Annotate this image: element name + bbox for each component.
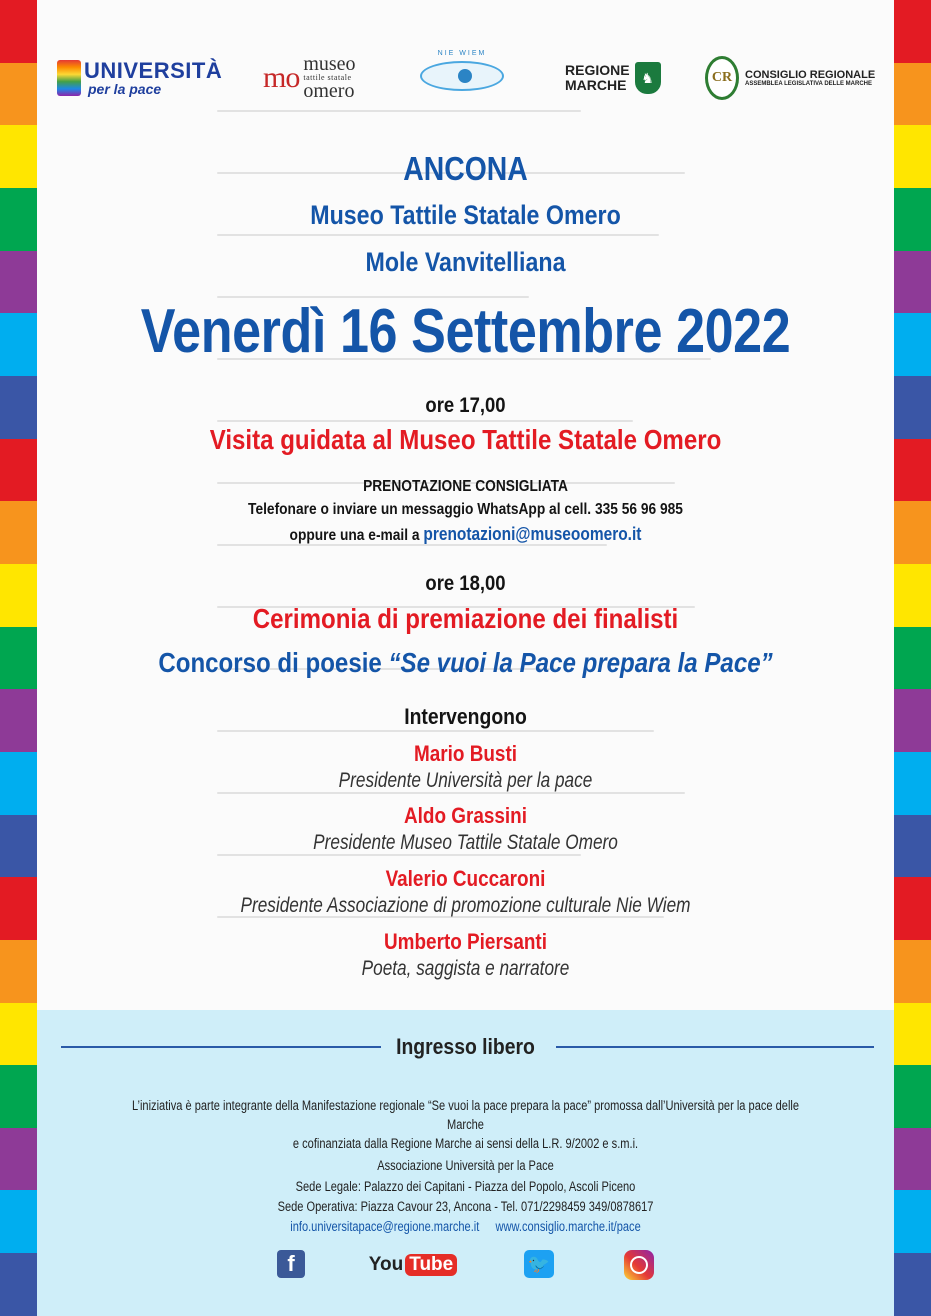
rainbow-segment [894,1253,931,1316]
city-title: ANCONA [403,150,528,187]
rainbow-segment [0,63,37,126]
rainbow-segment [0,125,37,188]
free-entry: Ingresso libero [396,1034,535,1059]
rainbow-segment [894,501,931,564]
rainbow-segment [894,1065,931,1128]
rainbow-segment [0,564,37,627]
seal-icon: CR [705,56,739,100]
museo-omero-logo [263,50,356,106]
universita-per-la-pace-logo [57,50,222,106]
contest-title: “Se vuoi la Pace prepara la Pace” [388,647,773,678]
rainbow-segment [894,627,931,690]
rainbow-segment [894,877,931,940]
regione-marche-logo [565,50,661,106]
regione-logo-line1: REGIONE [565,62,630,79]
rainbow-u-icon [57,60,81,96]
rainbow-segment [0,251,37,314]
initiative-note: L’iniziativa è parte integrante della Manifestazione regionale “Se vuoi la pace prepara la pace” promossa dall’Università per la pace delle Marche e cofinanziata dalla Regione Marche ai sensi della L.R. 9/2002 e s.m.i. [131,1098,800,1151]
speaker-name: Aldo Grassini [403,803,528,828]
rainbow-segment [894,815,931,878]
legal-seat: Sede Legale: Palazzo dei Capitani - Piazza del Popolo, Ascoli Piceno [295,1179,636,1194]
rainbow-segment [894,689,931,752]
rainbow-segment [894,439,931,502]
logo-bar [37,50,894,110]
rainbow-segment [0,439,37,502]
rainbow-segment [894,940,931,1003]
divider [556,1046,874,1048]
contest-prefix: Concorso di poesie [158,647,389,678]
facebook-icon[interactable]: f [277,1250,305,1278]
rainbow-segment [894,1128,931,1191]
regione-logo-line2: MARCHE [565,77,627,93]
rainbow-segment [0,877,37,940]
speaker-name: Mario Busti [413,741,518,766]
operative-seat: Sede Operativa: Piazza Cavour 23, Ancona - Tel. 071/2298459 349/0878617 [277,1199,654,1214]
email-link[interactable]: info.universitapace@regione.marche.it [290,1219,480,1234]
consiglio-logo-line2: ASSEMBLEA LEGISLATIVA DELLE MARCHE [745,80,873,87]
booking-email-link[interactable]: prenotazioni@museoomero.it [423,524,642,544]
rainbow-segment [0,689,37,752]
contact-links [114,1219,817,1234]
speaker-name: Umberto Piersanti [384,929,547,954]
session2-time: ore 18,00 [425,572,506,595]
speaker-role: Presidente Museo Tattile Statale Omero [313,831,618,854]
handwritten-manuscript-background [217,110,737,990]
universita-logo-line1: UNIVERSITÀ [84,58,223,83]
rainbow-segment [894,752,931,815]
speakers-heading: Intervengono [404,704,527,729]
youtube-icon[interactable]: You Tube [377,1250,449,1280]
museo-logo-line1: museo [303,53,356,76]
universita-logo-line2: per la pace [88,81,162,97]
museo-logo-line2: tattile statale [303,73,352,83]
speaker-role: Presidente Associazione di promozione culturale Nie Wiem [240,894,691,917]
rainbow-segment [894,188,931,251]
contest-title-line [97,647,834,679]
rainbow-segment [0,627,37,690]
rainbow-segment [0,376,37,439]
rainbow-segment [0,501,37,564]
venue-mole: Mole Vanvitelliana [365,247,566,277]
booking-email-line [97,524,834,545]
rainbow-segment [0,1128,37,1191]
rainbow-segment [0,940,37,1003]
rainbow-segment [0,1003,37,1066]
association-name: Associazione Università per la Pace [377,1158,554,1173]
rainbow-border-right [894,0,931,1316]
session2-title: Cerimonia di premiazione dei finalisti [252,603,679,634]
shield-icon: ♞ [635,62,661,94]
rainbow-segment [0,313,37,376]
speaker-name: Valerio Cuccaroni [385,866,546,891]
nie-wiem-logo [420,50,504,106]
rainbow-segment [894,1190,931,1253]
museo-logo-line3: omero [303,79,355,102]
session1-title: Visita guidata al Museo Tattile Statale Omero [209,424,722,455]
mo-mark: mo [263,61,300,94]
rainbow-segment [894,125,931,188]
rainbow-segment [894,564,931,627]
rainbow-segment [894,0,931,63]
rainbow-border-left [0,0,37,1316]
rainbow-segment [0,1065,37,1128]
rainbow-segment [0,188,37,251]
twitter-icon[interactable]: 🐦 [524,1250,554,1278]
booking-header: PRENOTAZIONE CONSIGLIATA [363,478,568,495]
booking-phone: Telefonare o inviare un messaggio WhatsApp al cell. 335 56 96 985 [248,501,683,518]
booking-email-prefix: oppure una e-mail a [289,527,424,544]
rainbow-segment [894,313,931,376]
rainbow-segment [0,815,37,878]
consiglio-logo-line1: CONSIGLIO REGIONALE [745,68,876,81]
speaker-role: Presidente Università per la pace [338,769,593,792]
poster [37,0,894,1316]
rainbow-segment [894,63,931,126]
rainbow-segment [0,1190,37,1253]
speaker-role: Poeta, saggista e narratore [361,957,570,980]
event-date: Venerdì 16 Settembre 2022 [140,297,791,366]
rainbow-segment [894,251,931,314]
rainbow-segment [0,752,37,815]
consiglio-regionale-logo [705,50,875,106]
rainbow-segment [0,1253,37,1316]
session1-time: ore 17,00 [425,394,506,417]
venue-museum: Museo Tattile Statale Omero [310,200,621,230]
instagram-icon[interactable] [624,1250,654,1280]
rainbow-segment [894,376,931,439]
rainbow-segment [0,0,37,63]
footer-panel [37,1010,894,1316]
website-link[interactable]: www.consiglio.marche.it/pace [495,1219,641,1234]
eye-icon [420,61,504,91]
rainbow-segment [894,1003,931,1066]
nie-wiem-text: NIE WIEM [437,50,487,57]
